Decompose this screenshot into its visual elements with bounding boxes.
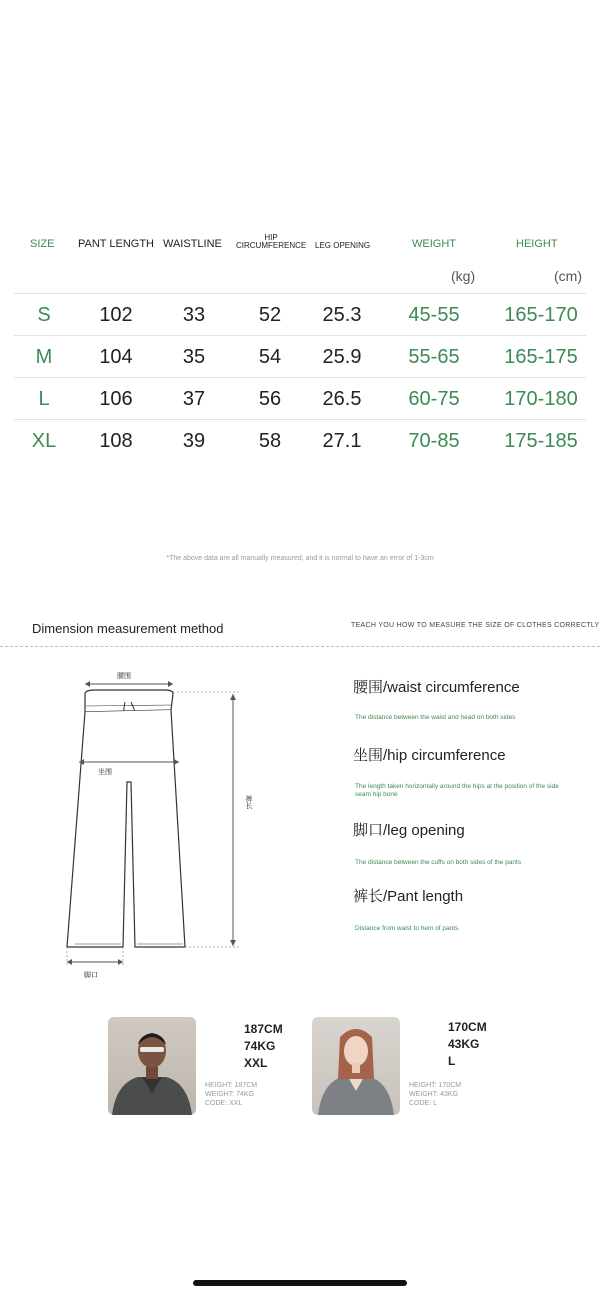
diagram-label-length: 裤长	[245, 795, 252, 809]
cell-leg-opening: 26.5	[322, 388, 362, 410]
table-row	[0, 378, 600, 420]
cell-pant-length: 102	[99, 304, 133, 326]
section-title: Dimension measurement method	[32, 621, 224, 636]
cell-leg-opening: 27.1	[322, 430, 362, 452]
cell-pant-length: 104	[99, 346, 133, 368]
waistband	[85, 690, 173, 712]
cell-size: S	[37, 304, 51, 326]
cell-hip: 52	[258, 304, 282, 326]
model-1-weight: 74KG	[244, 1039, 276, 1053]
diagram-label-leg: 脚口	[84, 972, 98, 979]
diagram-label-hip: 坐围	[98, 769, 112, 776]
model-1-code: XXL	[244, 1056, 268, 1070]
cell-leg-opening: 25.3	[322, 304, 362, 326]
model-2-weight-small: WEIGHT: 43KG	[409, 1091, 459, 1098]
cell-pant-length: 106	[99, 388, 133, 410]
model-2-stats	[448, 1019, 487, 1070]
cell-height: 175-185	[504, 430, 578, 452]
dotted-divider	[0, 646, 600, 647]
table-row	[0, 420, 600, 462]
unit-weight: (kg)	[451, 268, 476, 284]
header-hip-circumference	[236, 234, 306, 250]
waist-desc: The distance between the waist and head on both sides	[355, 714, 516, 721]
cell-weight: 60-75	[408, 388, 460, 410]
cell-size: M	[35, 346, 53, 368]
cell-waistline: 35	[182, 346, 206, 368]
hip-desc: The length taken horizontally around the hips at the position of the side seam hip bone	[355, 783, 559, 798]
model-1-code-small: CODE: XXL	[205, 1100, 243, 1107]
cell-size: XL	[31, 430, 57, 452]
section-subtitle: TEACH YOU HOW TO MEASURE THE SIZE OF CLOTHES CORRECTLY	[351, 622, 600, 629]
waist-label: 腰围/waist circumference	[353, 679, 520, 696]
model-2-height: 170CM	[448, 1020, 487, 1034]
length-desc: Distance from waist to hem of pants	[355, 925, 459, 932]
home-indicator[interactable]	[193, 1280, 407, 1286]
unit-height: (cm)	[554, 268, 582, 284]
model-1-stats	[244, 1021, 283, 1072]
header-size: SIZE	[30, 238, 55, 250]
hip-label: 坐围/hip circumference	[353, 747, 506, 764]
cell-weight: 55-65	[408, 346, 460, 368]
cell-waistline: 37	[182, 388, 206, 410]
pants-diagram	[55, 662, 255, 982]
header-height: HEIGHT	[516, 238, 558, 250]
model-2-weight: 43KG	[448, 1037, 480, 1051]
cell-size: L	[38, 388, 50, 410]
model-2-code: L	[448, 1054, 456, 1068]
cell-weight: 45-55	[408, 304, 460, 326]
header-leg-opening: LEG OPENING	[315, 241, 371, 250]
length-label: 裤长/Pant length	[353, 888, 464, 905]
cell-leg-opening: 25.9	[322, 346, 362, 368]
header-weight: WEIGHT	[412, 238, 456, 250]
cell-weight: 70-85	[408, 430, 460, 452]
model-1-height: 187CM	[244, 1022, 283, 1036]
cell-height: 165-175	[504, 346, 578, 368]
model-2-code-small: CODE: L	[409, 1100, 438, 1107]
header-waistline: WAISTLINE	[163, 238, 222, 250]
model-1-weight-small: WEIGHT: 74KG	[205, 1091, 255, 1098]
table-row	[0, 336, 600, 378]
cell-waistline: 33	[182, 304, 206, 326]
pants-outline	[67, 710, 185, 947]
cell-hip: 56	[258, 388, 282, 410]
cell-height: 165-170	[504, 304, 578, 326]
model-2-details	[409, 1081, 461, 1108]
table-row	[0, 294, 600, 336]
cell-pant-length: 108	[99, 430, 133, 452]
model-1-height-small: HEIGHT: 187CM	[205, 1082, 258, 1089]
cell-hip: 58	[258, 430, 282, 452]
model-photo-male	[108, 1017, 196, 1115]
cell-waistline: 39	[182, 430, 206, 452]
header-hip-line1: HIP	[264, 233, 278, 242]
header-pant-length: PANT LENGTH	[78, 238, 154, 250]
cell-hip: 54	[258, 346, 282, 368]
leg-desc: The distance between the cuffs on both sides of the pants	[355, 859, 522, 866]
model-2-height-small: HEIGHT: 170CM	[409, 1082, 462, 1089]
model-photo-female	[312, 1017, 400, 1115]
model-1-details	[205, 1081, 257, 1108]
header-hip-line2: CIRCUMFERENCE	[236, 241, 307, 250]
cell-height: 170-180	[504, 388, 578, 410]
leg-label: 脚口/leg opening	[353, 822, 465, 839]
diagram-label-waist: 腰围	[117, 673, 131, 680]
measurement-note: *The above data are all manually measured, and it is normal to have an error of 1-3cm	[166, 555, 434, 562]
